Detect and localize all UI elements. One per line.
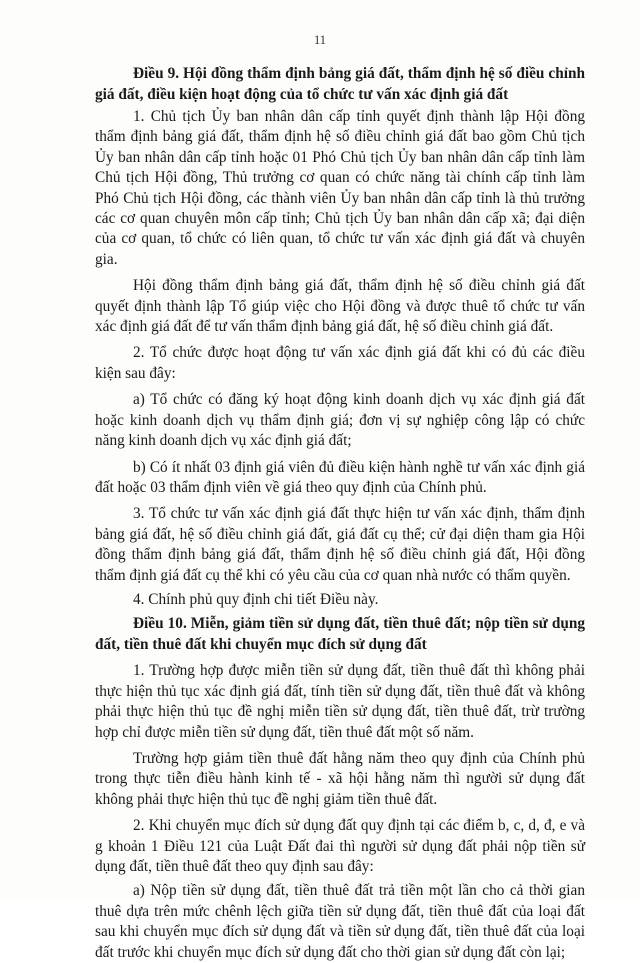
article-10-clause-2-point-a: a) Nộp tiền sử dụng đất, tiền thuê đất trả tiền một lần cho cả thời gian thuê dựa trên mức chênh lệch giữa tiền sử dụng đất, tiền thuê đất của loại đất sau khi chuyển mục đích sử dụng đất và tiền sử dụng đất, tiền thuê đất của loại đất trước khi chuyển mục đích sử dụng đất cho thời gian sử dụng đất còn lại; [95, 882, 585, 961]
document-body [95, 64, 585, 963]
article-9 [95, 64, 585, 610]
article-10-clause-1-reduction: Trường hợp giảm tiền thuê đất hằng năm theo quy định của Chính phủ trong thực tiễn điều hành kinh tế - xã hội hằng năm thì người sử dụng đất không phải thực hiện thủ tục đề nghị giảm tiền thuê đất. [95, 749, 585, 808]
article-9-clause-2-point-a: a) Tổ chức có đăng ký hoạt động kinh doanh dịch vụ xác định giá đất hoặc kinh doanh dịch vụ thẩm định giá; đơn vị sự nghiệp công lập có chức năng kinh doanh dịch vụ xác định giá đất; [95, 391, 585, 450]
article-9-clause-1-council: Hội đồng thẩm định bảng giá đất, thẩm định hệ số điều chỉnh giá đất quyết định thành lập Tổ giúp việc cho Hội đồng và được thuê tổ chức tư vấn xác định giá đất để tư vấn thẩm định bảng giá đất, hệ số điều chỉnh giá đất. [95, 277, 585, 336]
article-10-heading: Điều 10. Miễn, giảm tiền sử dụng đất, tiền thuê đất; nộp tiền sử dụng đất, tiền thuê đất khi chuyển mục đích sử dụng đất [95, 615, 585, 653]
page-number: 11 [313, 33, 327, 47]
article-10-clause-1: 1. Trường hợp được miễn tiền sử dụng đất, tiền thuê đất thì không phải thực hiện thủ tục xác định giá đất, tính tiền sử dụng đất, tiền thuê đất và không phải thực hiện thủ tục đề nghị miễn tiền sử dụng đất, tiền thuê đất, trừ trường hợp chỉ được miễn tiền sử dụng đất, tiền thuê đất một số năm. [95, 662, 585, 741]
article-10 [95, 614, 585, 963]
article-10-clause-2: 2. Khi chuyển mục đích sử dụng đất quy định tại các điểm b, c, d, đ, e và g khoản 1 Điều 121 của Luật Đất đai thì người sử dụng đất phải nộp tiền sử dụng đất, tiền thuê đất theo quy định sau đây: [95, 817, 585, 875]
article-9-heading: Điều 9. Hội đồng thẩm định bảng giá đất, thẩm định hệ số điều chỉnh giá đất, điều kiện hoạt động của tổ chức tư vấn xác định giá đất [95, 65, 585, 103]
article-9-clause-2-point-b: b) Có ít nhất 03 định giá viên đủ điều kiện hành nghề tư vấn xác định giá đất hoặc 03 thẩm định viên về giá theo quy định của Chính phủ. [95, 458, 585, 496]
article-9-clause-1: 1. Chủ tịch Ủy ban nhân dân cấp tỉnh quyết định thành lập Hội đồng thẩm định bảng giá đất, thẩm định hệ số điều chỉnh giá đất bao gồm Chủ tịch Ủy ban nhân dân cấp tỉnh hoặc 01 Phó Chủ tịch Ủy ban nhân dân cấp tỉnh làm Chủ tịch Hội đồng, Thủ trưởng cơ quan có chức năng tài chính cấp tỉnh làm Phó Chủ tịch Hội đồng, các thành viên Ủy ban nhân dân cấp tỉnh là thủ trưởng các cơ quan chuyên môn cấp tỉnh; Chủ tịch Ủy ban nhân dân cấp xã; đại diện của cơ quan, tổ chức có liên quan, tổ chức tư vấn xác định giá đất và chuyên gia. [95, 108, 585, 268]
article-9-clause-3: 3. Tổ chức tư vấn xác định giá đất thực hiện tư vấn xác định, thẩm định bảng giá đất, hệ số điều chỉnh giá đất, giá đất cụ thể; cử đại diện tham gia Hội đồng thẩm định bảng giá đất, thẩm định hệ số điều chỉnh giá đất, Hội đồng thẩm định giá đất cụ thể khi có yêu cầu của cơ quan nhà nước có thẩm quyền. [95, 505, 585, 584]
article-9-clause-4: 4. Chính phủ quy định chi tiết Điều này. [133, 590, 379, 608]
article-9-clause-2: 2. Tổ chức được hoạt động tư vấn xác định giá đất khi có đủ các điều kiện sau đây: [95, 344, 585, 382]
